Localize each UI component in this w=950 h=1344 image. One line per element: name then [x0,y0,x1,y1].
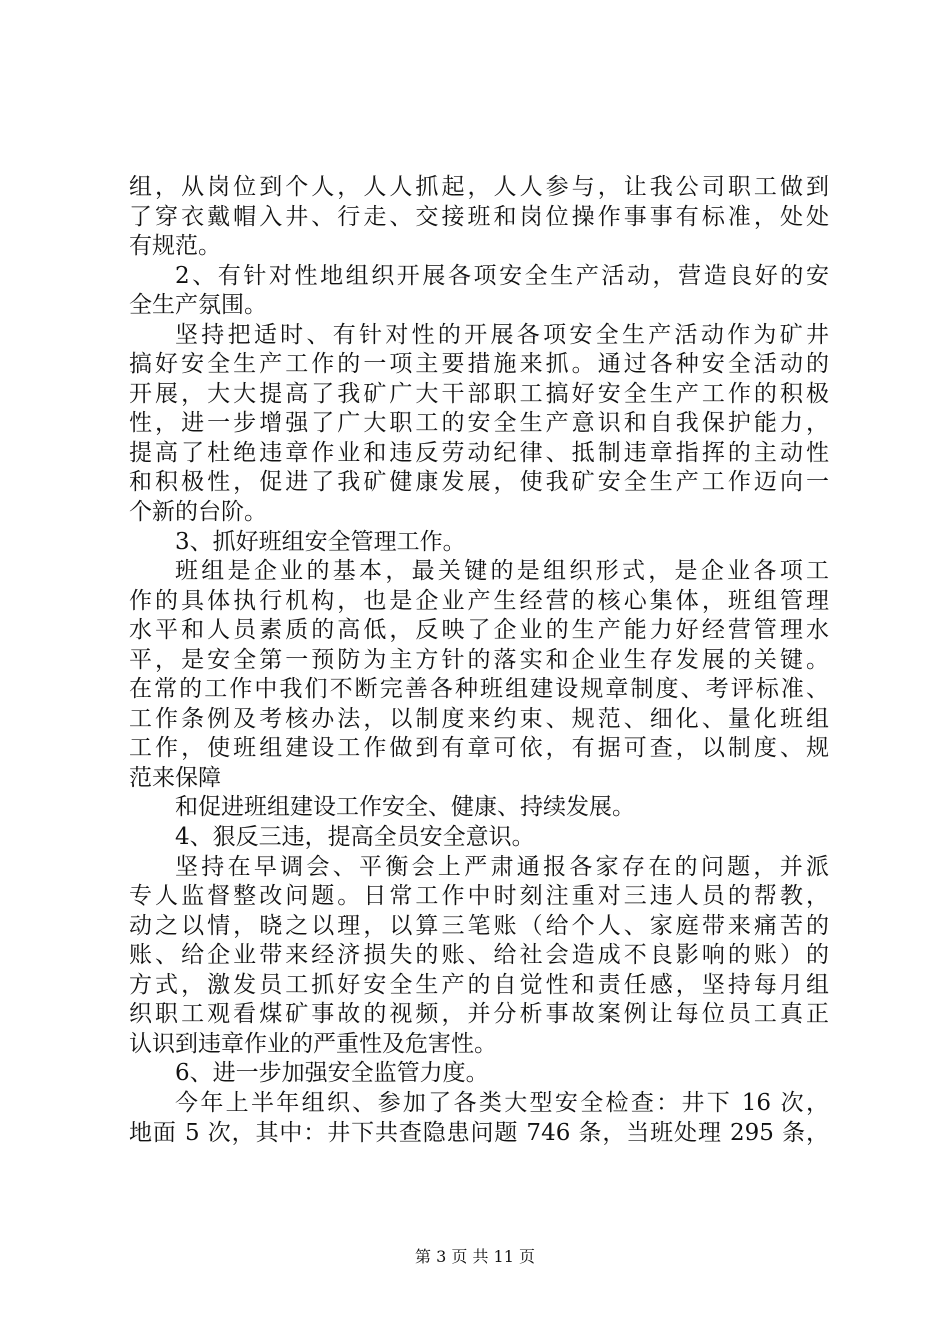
text-line: 水平和人员素质的高低，反映了企业的生产能力好经营管理水 [129,617,829,644]
text-line: 性，进一步增强了广大职工的安全生产意识和自我保护能力， [129,410,829,437]
text-line: 地面 5 次，其中：井下共查隐患问题 746 条，当班处理 295 条， [129,1119,829,1146]
text-line: 动之以情，晓之以理，以算三笔账（给个人、家庭带来痛苦的 [129,912,829,939]
text-line: 今年上半年组织、参加了各类大型安全检查：井下 16 次， [175,1089,829,1116]
text-line: 作的具体执行机构，也是企业产生经营的核心集体，班组管理 [129,587,829,614]
text-line: 提高了杜绝违章作业和违反劳动纪律、抵制违章指挥的主动性 [129,439,829,466]
text-line: 3、抓好班组安全管理工作。 [175,528,466,555]
text-line: 搞好安全生产工作的一项主要措施来抓。通过各种安全活动的 [129,351,829,378]
text-line: 认识到违章作业的严重性及危害性。 [129,1030,497,1057]
text-line: 有规范。 [129,233,221,260]
text-line: 和积极性，促进了我矿健康发展，使我矿安全生产工作迈向一 [129,469,829,496]
text-line: 坚持把适时、有针对性的开展各项安全生产活动作为矿井 [175,321,829,348]
text-line: 方式，激发员工抓好安全生产的自觉性和责任感，坚持每月组 [129,971,829,998]
text-line: 4、狠反三违，提高全员安全意识。 [175,824,535,851]
text-line: 在常的工作中我们不断完善各种班组建设规章制度、考评标准、 [129,676,829,703]
text-line: 开展，大大提高了我矿广大干部职工搞好安全生产工作的积极 [129,380,829,407]
text-line: 2、有针对性地组织开展各项安全生产活动，营造良好的安 [175,262,829,289]
text-line: 平，是安全第一预防为主方针的落实和企业生存发展的关键。 [129,646,829,673]
text-line: 范来保障 [129,764,221,791]
text-line: 专人监督整改问题。日常工作中时刻注重对三违人员的帮教， [129,883,829,910]
text-line: 6、进一步加强安全监管力度。 [175,1060,489,1087]
text-line: 工作，使班组建设工作做到有章可依，有据可查，以制度、规 [129,735,829,762]
text-line: 组，从岗位到个人，人人抓起，人人参与，让我公司职工做到 [129,174,829,200]
text-line: 班组是企业的基本，最关键的是组织形式，是企业各项工 [175,558,829,585]
text-line: 工作条例及考核办法，以制度来约束、规范、细化、量化班组 [129,705,829,732]
text-line: 和促进班组建设工作安全、健康、持续发展。 [175,794,635,821]
text-line: 织职工观看煤矿事故的视频，并分析事故案例让每位员工真正 [129,1001,829,1028]
text-line: 坚持在早调会、平衡会上严肃通报各家存在的问题，并派 [175,853,829,880]
document-body [129,173,829,1148]
text-line: 全生产氛围。 [129,292,267,319]
text-line: 个新的台阶。 [129,499,267,526]
text-line: 了穿衣戴帽入井、行走、交接班和岗位操作事事有标准，处处 [129,203,829,230]
page-footer: 第 3 页 共 11 页 [415,1247,535,1266]
text-line: 账、给企业带来经济损失的账、给社会造成不良影响的账）的 [129,942,829,969]
